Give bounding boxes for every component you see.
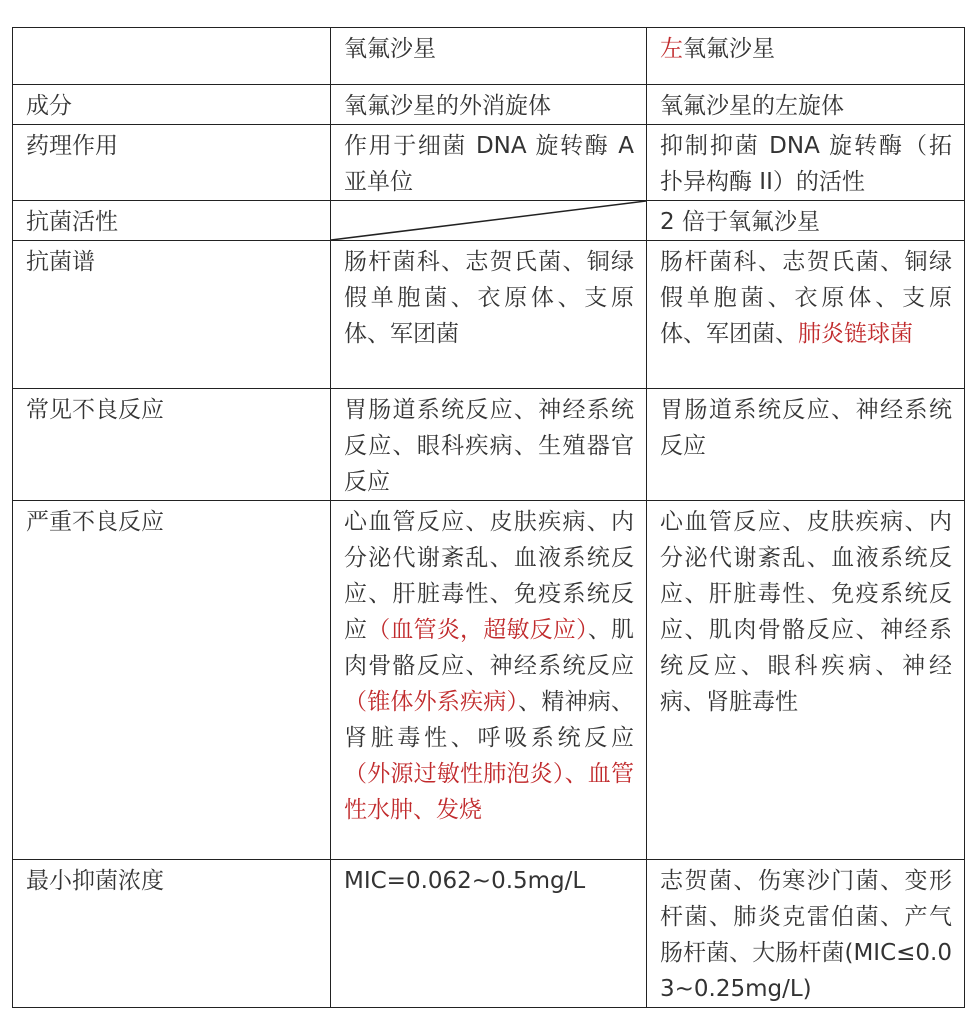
cell-text: 心血管反应、皮肤疾病、内分泌代谢紊乱、血液系统反应、肝脏毒性、免疫系统反应、肌肉骨骼反应、神经系统反应、眼科疾病、神经病、肾脏毒性 [660, 509, 952, 715]
cell-text: 心血管反应、皮肤疾病、内分泌代谢紊乱、血液系统反应、肝脏毒性、免疫系统反应 [344, 509, 634, 643]
ofloxacin-cell [331, 860, 647, 1008]
highlighted-text: 左 [660, 36, 683, 62]
cell-text: 作用于细菌 DNA 旋转酶 A 亚单位 [344, 133, 634, 195]
comparison-table [12, 27, 965, 1008]
header-row [13, 28, 965, 85]
table-row [13, 389, 965, 501]
cell-text: 2 倍于氧氟沙星 [660, 209, 820, 235]
levofloxacin-cell [647, 125, 965, 201]
cell-text: 肠杆菌科、志贺氏菌、铜绿假单胞菌、衣原体、支原体、军团菌 [344, 249, 634, 347]
cell-text: 胃肠道系统反应、神经系统反应、眼科疾病、生殖器官反应 [344, 397, 634, 495]
levofloxacin-cell [647, 501, 965, 860]
row-label: 常见不良反应 [13, 389, 331, 501]
row-label [13, 28, 331, 85]
row-label: 成分 [13, 85, 331, 125]
cell-text: 氧氟沙星 [344, 36, 436, 62]
cell-text: 志贺菌、伤寒沙门菌、变形杆菌、肺炎克雷伯菌、产气肠杆菌、大肠杆菌(MIC≤0.03~0.25mg/L) [660, 868, 952, 1002]
table-row [13, 125, 965, 201]
table-row [13, 241, 965, 389]
table-row [13, 201, 965, 241]
table-row [13, 501, 965, 860]
ofloxacin-cell [331, 241, 647, 389]
cell-text: MIC=0.062~0.5mg/L [344, 868, 586, 894]
levofloxacin-cell [647, 241, 965, 389]
ofloxacin-cell [331, 85, 647, 125]
cell-text: 胃肠道系统反应、神经系统反应 [660, 397, 952, 459]
ofloxacin-cell [331, 389, 647, 501]
row-label: 药理作用 [13, 125, 331, 201]
row-label: 抗菌谱 [13, 241, 331, 389]
highlighted-text: （外源过敏性肺泡炎）、血管性水肿、发烧 [344, 761, 634, 823]
highlighted-text: （血管炎，超敏反应） [367, 617, 588, 643]
cell-text: 抑制抑菌 DNA 旋转酶（拓扑异构酶 II）的活性 [660, 133, 952, 195]
diagonal-slash [331, 201, 646, 240]
row-label: 抗菌活性 [13, 201, 331, 241]
levofloxacin-cell [647, 201, 965, 241]
row-label: 最小抑菌浓度 [13, 860, 331, 1008]
cell-text: 氧氟沙星 [683, 36, 775, 62]
levofloxacin-cell [647, 28, 965, 85]
cell-text: 氧氟沙星的左旋体 [660, 93, 844, 119]
ofloxacin-cell [331, 28, 647, 85]
levofloxacin-cell [647, 389, 965, 501]
table-row [13, 85, 965, 125]
levofloxacin-cell [647, 860, 965, 1008]
cell-text: 肠杆菌科、志贺氏菌、铜绿假单胞菌、衣原体、支原体、军团菌、 [660, 249, 952, 347]
ofloxacin-cell [331, 501, 647, 860]
table-row [13, 860, 965, 1008]
levofloxacin-cell [647, 85, 965, 125]
ofloxacin-cell [331, 125, 647, 201]
row-label: 严重不良反应 [13, 501, 331, 860]
cell-text: 、精神病、肾脏毒性、呼吸系统反应 [344, 689, 635, 751]
ofloxacin-cell [331, 201, 647, 241]
highlighted-text: （锥体外系疾病） [344, 689, 519, 715]
cell-text: 、肌肉骨骼反应、神经系统反应 [344, 617, 635, 679]
cell-text: 氧氟沙星的外消旋体 [344, 93, 551, 119]
highlighted-text: 肺炎链球菌 [798, 321, 913, 347]
